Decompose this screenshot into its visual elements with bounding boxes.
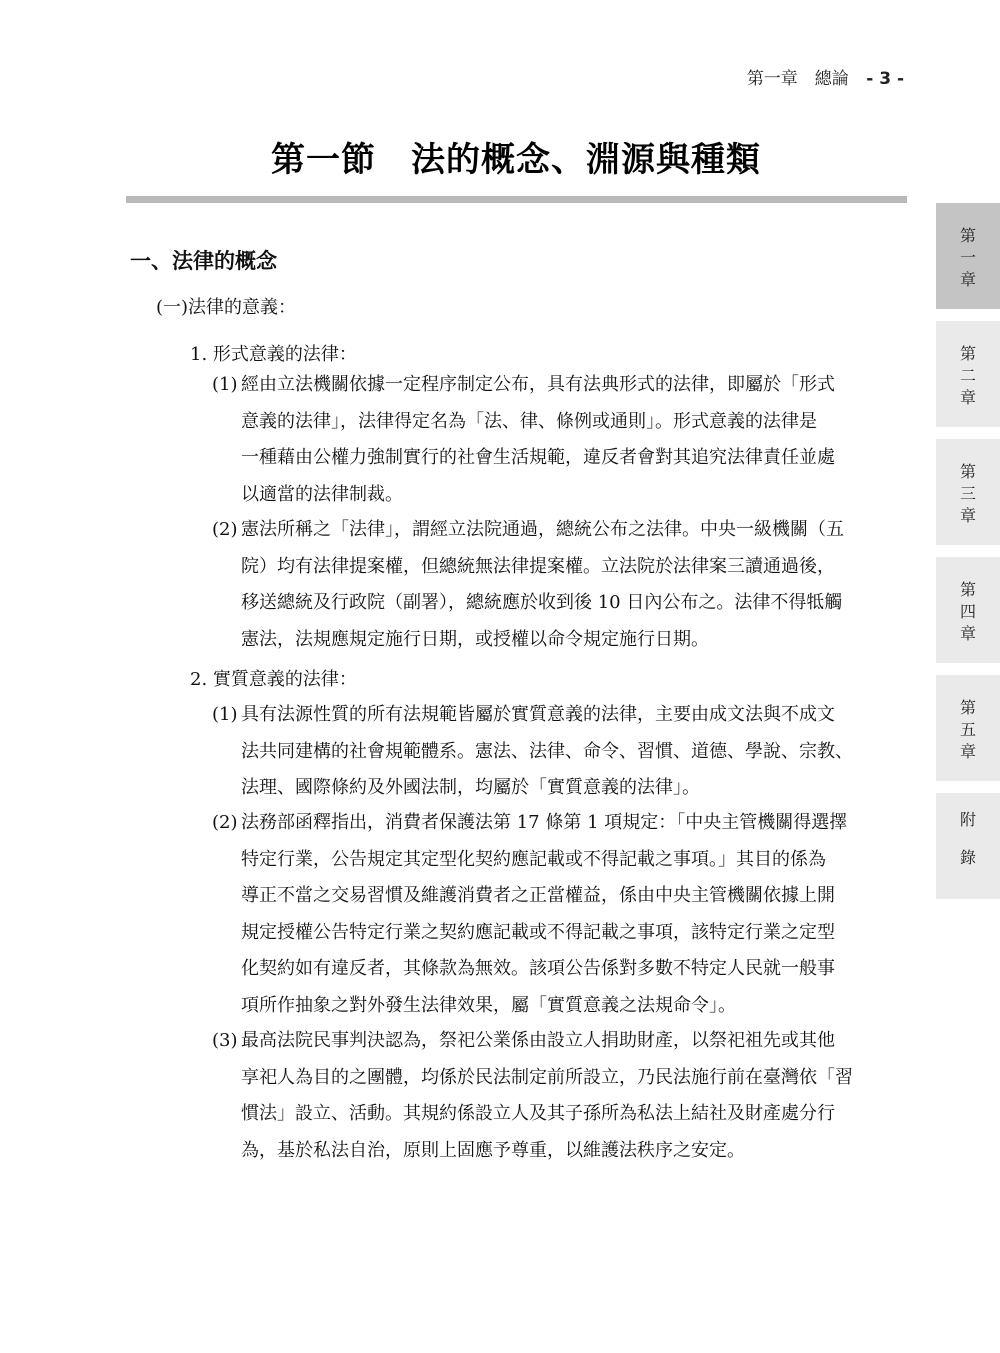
tab-appendix[interactable] xyxy=(936,792,1000,899)
paragraph-line: 憲法所稱之「法律」，謂經立法院通過，總統公布之法律。中央一級機關（五 xyxy=(241,519,844,540)
item-number: (1) xyxy=(212,704,238,725)
paragraph-line: 一種藉由公權力強制實行的社會生活規範，違反者會對其追究法律責任並處 xyxy=(241,447,835,468)
paragraph-line: 以適當的法律制裁。 xyxy=(241,483,403,505)
running-header xyxy=(747,64,904,89)
paragraph-line: 化契約如有違反者，其條款為無效。該項公告係對多數不特定人民就一般事 xyxy=(241,958,835,979)
paragraph-line: 意義的法律」，法律得定名為「法、律、條例或通則」。形式意義的法律是 xyxy=(241,410,817,432)
paragraph-line: 最高法院民事判決認為，祭祀公業係由設立人捐助財產，以祭祀祖先或其他 xyxy=(241,1030,835,1051)
tab-label: 第一章 xyxy=(959,226,976,289)
tab-label: 附錄 xyxy=(959,810,976,867)
tab-label: 第二章 xyxy=(959,344,976,407)
heading-level-2: (一)法律的意義： xyxy=(156,297,297,318)
tab-label: 第五章 xyxy=(959,698,976,761)
item-number: (3) xyxy=(212,1030,238,1051)
paragraph-line: 法共同建構的社會規範體系。憲法、法律、命令、習慣、道德、學說、宗教、 xyxy=(241,740,853,762)
paragraph-line: 法務部函釋指出，消費者保護法第 17 條第 1 項規定：「中央主管機關得選擇 xyxy=(241,812,848,833)
paragraph-line: 項所作抽象之對外發生法律效果，屬「實質意義之法規命令」。 xyxy=(241,994,736,1016)
tab-label: 第三章 xyxy=(959,462,976,525)
paragraph-line: 法理、國際條約及外國法制，均屬於「實質意義的法律」。 xyxy=(241,777,700,798)
paragraph-line: 慣法」設立、活動。其規約係設立人及其子孫所為私法上結社及財產處分行 xyxy=(241,1103,835,1124)
paragraph-line: 導正不當之交易習慣及維護消費者之正當權益，係由中央主管機關依據上開 xyxy=(241,885,835,906)
item-number: (2) xyxy=(212,519,238,540)
paragraph-line: 為，基於私法自治，原則上固應予尊重，以維護法秩序之安定。 xyxy=(241,1139,745,1161)
running-title: 第一章 總論 xyxy=(746,69,849,89)
paragraph-substantive-2 xyxy=(212,805,904,1024)
paragraph-line: 具有法源性質的所有法規範皆屬於實質意義的法律，主要由成文法與不成文 xyxy=(241,704,835,725)
tab-chapter-5[interactable] xyxy=(936,674,1000,781)
heading-formal-law: 1. 形式意義的法律： xyxy=(190,344,357,365)
tab-chapter-4[interactable] xyxy=(936,556,1000,663)
paragraph-formal-2 xyxy=(212,512,904,658)
paragraph-line: 移送總統及行政院（副署），總統應於收到後 10 日內公布之。法律不得牴觸 xyxy=(241,592,843,613)
tab-chapter-1[interactable] xyxy=(936,202,1000,309)
tab-chapter-3[interactable] xyxy=(936,438,1000,545)
section-title: 第一節 法的概念、淵源與種類 xyxy=(271,140,761,180)
paragraph-line: 享祀人為目的之團體，均係於民法制定前所設立，乃民法施行前在臺灣依「習 xyxy=(241,1066,853,1088)
paragraph-line: 經由立法機關依據一定程序制定公布，具有法典形式的法律，即屬於「形式 xyxy=(241,374,835,395)
tab-chapter-2[interactable] xyxy=(936,320,1000,427)
paragraph-line: 特定行業，公告規定其定型化契約應記載或不得記載之事項。」其目的係為 xyxy=(241,848,826,870)
paragraph-substantive-1 xyxy=(212,697,904,807)
paragraph-line: 憲法，法規應規定施行日期，或授權以命令規定施行日期。 xyxy=(241,628,709,650)
paragraph-substantive-3 xyxy=(212,1023,904,1169)
page-number: - 3 - xyxy=(866,69,904,89)
paragraph-formal-1 xyxy=(212,367,904,513)
title-divider xyxy=(126,196,907,203)
paragraph-line: 規定授權公告特定行業之契約應記載或不得記載之事項，該特定行業之定型 xyxy=(241,921,835,943)
paragraph-line: 院）均有法律提案權，但總統無法律提案權。立法院於法律案三讀通過後， xyxy=(241,555,835,577)
item-number: (1) xyxy=(212,374,238,395)
heading-level-1: 一、法律的概念 xyxy=(130,249,277,273)
tab-label: 第四章 xyxy=(959,580,976,643)
heading-substantive-law: 2. 實質意義的法律： xyxy=(190,669,357,690)
item-number: (2) xyxy=(212,812,238,833)
